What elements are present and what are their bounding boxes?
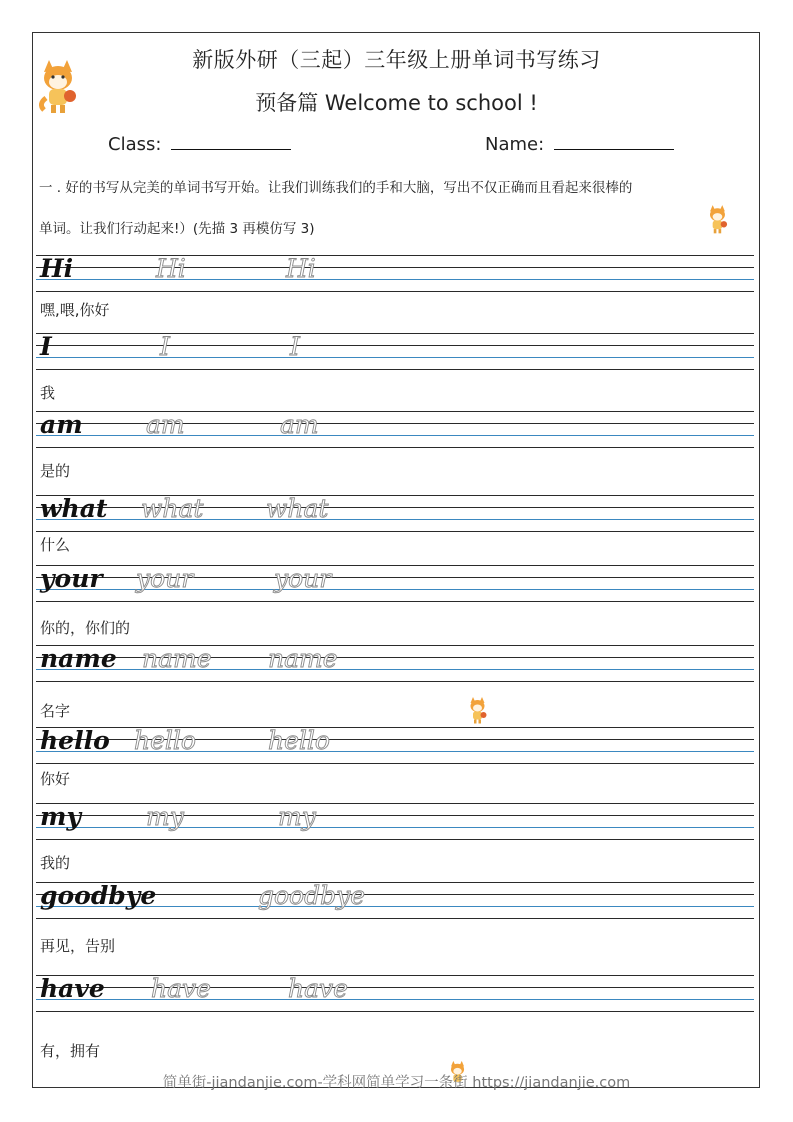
trace-word: what [266, 494, 329, 523]
guide-line [36, 803, 754, 804]
guide-baseline [36, 357, 754, 358]
guide-line [36, 975, 754, 976]
guide-line [36, 1011, 754, 1012]
writing-row[interactable] [36, 565, 754, 601]
trace-word: goodbye [258, 881, 366, 910]
writing-row[interactable] [36, 333, 754, 369]
writing-row[interactable] [36, 803, 754, 839]
trace-word: I [160, 332, 170, 361]
trace-word: what [141, 494, 204, 523]
word-meaning: 嘿,喂,你好 [40, 301, 110, 319]
model-word: Hi [40, 254, 74, 283]
model-word: what [40, 494, 108, 523]
trace-word: have [288, 974, 348, 1003]
model-word: am [40, 410, 83, 439]
trace-word: Hi [156, 254, 186, 283]
writing-row[interactable] [36, 411, 754, 447]
trace-word: have [151, 974, 211, 1003]
writing-row[interactable] [36, 727, 754, 763]
fox-mascot-icon [36, 58, 82, 118]
guide-line [36, 291, 754, 292]
trace-word: my [278, 802, 316, 831]
guide-line [36, 531, 754, 532]
model-word: have [40, 974, 105, 1003]
guide-line [36, 447, 754, 448]
trace-word: hello [134, 726, 196, 755]
model-word: name [40, 644, 117, 673]
guide-baseline [36, 279, 754, 280]
model-word: I [40, 332, 52, 361]
class-label: Class: [108, 134, 162, 155]
model-word: hello [40, 726, 110, 755]
word-meaning: 再见，告别 [40, 937, 116, 955]
trace-word: am [280, 410, 319, 439]
class-field[interactable] [108, 131, 291, 155]
guide-line [36, 333, 754, 334]
name-label: Name: [485, 134, 545, 155]
page-subtitle: 预备篇 Welcome to school ! [255, 91, 538, 115]
word-meaning: 我的 [40, 854, 71, 872]
guide-line [36, 411, 754, 412]
guide-line [36, 815, 754, 816]
trace-word: your [274, 564, 332, 593]
word-meaning: 有，拥有 [40, 1042, 101, 1060]
trace-word: name [142, 644, 212, 673]
guide-line [36, 369, 754, 370]
writing-row[interactable] [36, 975, 754, 1011]
guide-line [36, 255, 754, 256]
word-meaning: 我 [40, 384, 56, 402]
trace-word: I [290, 332, 300, 361]
instruction-line-1: 一 . 好的书写从完美的单词书写开始。让我们训练我们的手和大脑，写出不仅正确而且看起来很棒的 [39, 180, 633, 196]
guide-baseline [36, 435, 754, 436]
guide-line [36, 681, 754, 682]
trace-word: hello [268, 726, 330, 755]
page-title: 新版外研（三起）三年级上册单词书写练习 [192, 48, 601, 72]
word-meaning: 名字 [40, 702, 71, 720]
guide-line [36, 763, 754, 764]
trace-word: Hi [286, 254, 316, 283]
model-word: goodbye [40, 881, 157, 910]
model-word: your [40, 564, 103, 593]
trace-word: am [146, 410, 185, 439]
word-meaning: 什么 [40, 536, 71, 554]
trace-word: your [136, 564, 194, 593]
writing-row[interactable] [36, 882, 754, 918]
trace-word: my [146, 802, 184, 831]
guide-line [36, 267, 754, 268]
class-blank[interactable] [171, 131, 291, 150]
guide-baseline [36, 827, 754, 828]
writing-row[interactable] [36, 255, 754, 291]
footer-watermark: 简单街-jiandanjie.com-学科网简单学习一条街 https://jiandanjie.com [162, 1075, 631, 1091]
model-word: my [40, 802, 81, 831]
writing-row[interactable] [36, 645, 754, 681]
word-meaning: 是的 [40, 462, 71, 480]
word-meaning: 你好 [40, 770, 71, 788]
name-field[interactable] [485, 131, 674, 155]
word-meaning: 你的，你们的 [40, 619, 131, 637]
guide-line [36, 423, 754, 424]
writing-row[interactable] [36, 495, 754, 531]
guide-line [36, 601, 754, 602]
trace-word: name [268, 644, 338, 673]
guide-line [36, 345, 754, 346]
guide-baseline [36, 999, 754, 1000]
guide-line [36, 839, 754, 840]
instruction-line-2: 单词。让我们行动起来!）(先描 3 再模仿写 3) [39, 221, 315, 237]
fox-mascot-icon [466, 696, 490, 726]
name-blank[interactable] [554, 131, 674, 150]
guide-line [36, 987, 754, 988]
guide-line [36, 918, 754, 919]
